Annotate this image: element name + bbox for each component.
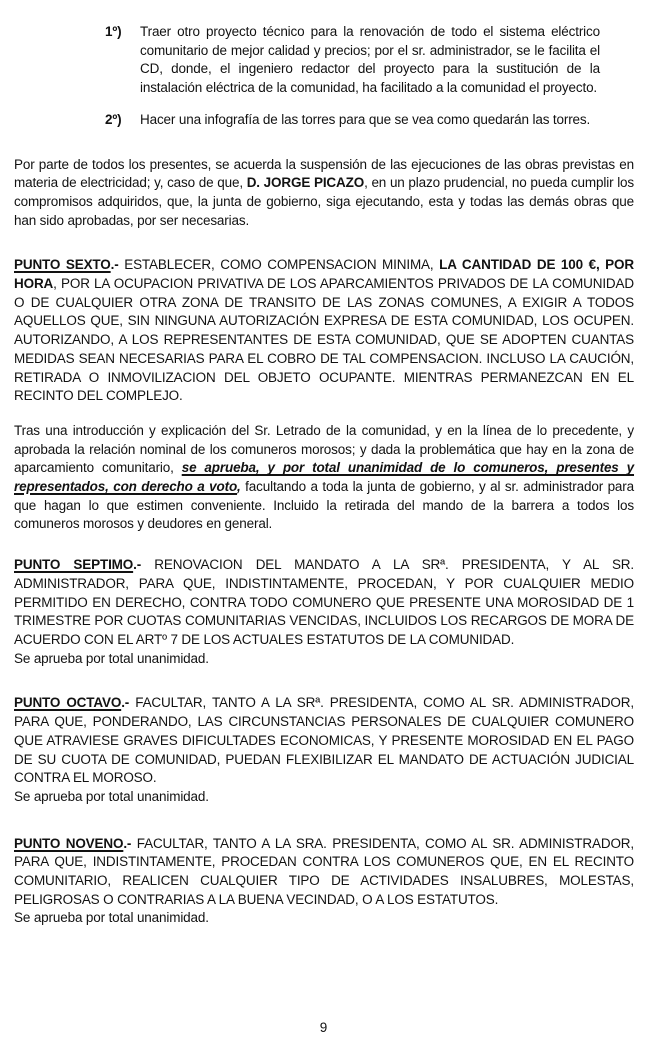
list-item-2-marker: 2º) — [105, 111, 122, 127]
list-item-1-marker: 1º) — [105, 24, 122, 39]
list-item-1 — [105, 23, 600, 98]
punto-noveno-heading: PUNTO NOVENO — [14, 835, 124, 851]
punto-sexto-body-start: ESTABLECER, COMO COMPENSACION MINIMA, — [124, 257, 440, 273]
agreement-list — [105, 23, 600, 130]
punto-sexto-separator: .- — [110, 257, 125, 273]
suspension-paragraph — [14, 156, 634, 231]
punto-octavo-paragraph — [14, 694, 634, 788]
punto-septimo-separator: .- — [133, 557, 155, 573]
punto-sexto-amount-bold: LA CANTIDAD DE 100 €, POR HORA — [14, 257, 634, 292]
list-item-2-text: Hacer una infografía de las torres para que se vea como quedarán las torres. — [140, 111, 591, 127]
approval-emphasis-comma: , — [237, 479, 241, 495]
punto-septimo-heading: PUNTO SEPTIMO — [14, 557, 134, 573]
suspension-text-after: , en un plazo prudencial, no pueda cumplir los compromisos adquiridos, que, la junta de gobierno, siga ejecutando, esta y todas las demás obras que han sido aprobadas, por ser necesarias. — [14, 175, 635, 228]
punto-septimo-paragraph — [14, 556, 634, 650]
list-item-1-text: Traer otro proyecto técnico para la renovación de todo el sistema eléctrico comunitario de mejor calidad y precios; por el sr. administrador, se le facilita el CD, donde, el ingeniero redactor del proyecto para la sustitución de la instalación eléctrica de la comunidad, ha facilitado a la comunidad el proyecto. — [140, 24, 600, 96]
punto-noveno-paragraph — [14, 835, 634, 910]
punto-noveno-approval-line: Se aprueba por total unanimidad. — [14, 910, 209, 926]
person-name-bold: D. JORGE PICAZO — [246, 175, 365, 191]
approval-summary-paragraph — [14, 422, 634, 534]
punto-octavo-body: FACULTAR, TANTO A LA SRª. PRESIDENTA, COMO AL SR. ADMINISTRADOR, PARA QUE, PONDERANDO, LAS CIRCUNSTANCIAS PERSONALES DE CUALQUIER COMUNERO QUE ATRAVIESE GRAVES DIFICULTADES ECONOMICAS, Y PRESENTE MOROSIDAD EN EL PAGO DE SU CUOTA DE COMUNIDAD, PUEDAN FLEXIBILIZAR EL MANDATO DE ACTUACIÓN JUDICIAL CONTRA EL MOROSO. — [14, 695, 634, 786]
punto-sexto-body-end: , POR LA OCUPACION PRIVATIVA DE LOS APARCAMIENTOS PRIVADOS DE LA COMUNIDAD O DE CUALQUIER OTRA ZONA DE TRANSITO DE LAS ZONAS COMUNES, A EXIGIR A TODOS AQUELLOS QUE, SIN NINGUNA AUTORIZACIÓN EXPRESA DE ESTA COMUNIDAD, LOS OCUPEN. AUTORIZANDO, A LOS REPRESENTANTES DE ESTA COMUNIDAD, QUE SE ADOPTEN CUANTAS MEDIDAS SEAN NECESARIAS PARA EL COBRO DE TAL COMPENSACION. INCLUSO LA CAUCIÓN, RETIRADA O INMOVILIZACION DEL OBJETO OCUPANTE. MIENTRAS PERMANEZCAN EN EL RECINTO DEL COMPLEJO. — [14, 276, 634, 404]
approval-emphasis-underlined: se aprueba, y por total unanimidad de lo comuneros, presentes y representados, con derecho a voto — [14, 460, 635, 495]
list-item-2 — [105, 111, 600, 130]
punto-octavo-separator: .- — [121, 695, 136, 711]
punto-septimo-body: RENOVACION DEL MANDATO A LA SRª. PRESIDENTA, Y AL SR. ADMINISTRADOR, PARA QUE, INDISTINTAMENTE, PROCEDAN, Y POR CUALQUIER MEDIO PERMITIDO EN DERECHO, CONTRA TODO COMUNERO QUE PRESENTE UNA MOROSIDAD DE 1 TRIMESTRE POR CUOTAS COMUNITARIAS VENCIDAS, INCLUIDOS LOS RECARGOS DE MORA DE ACUERDO CON EL ARTº 7 DE LOS ACTUALES ESTATUTOS DE LA COMUNIDAD. — [14, 557, 634, 647]
punto-sexto-paragraph — [14, 256, 634, 406]
suspension-text-before: Por parte de todos los presentes, se acuerda la suspensión de las ejecuciones de las obras previstas en materia de electricidad; y, caso de que, — [14, 156, 634, 191]
punto-septimo-approval-line: Se aprueba por total unanimidad. — [14, 650, 209, 666]
approval-text-before: Tras una introducción y explicación del Sr. Letrado de la comunidad, y en la línea de lo precedente, y aprobada la relación nominal de los comuneros morosos; y dada la problemática que hay en la zona de aparcamiento comunitario, — [14, 422, 634, 476]
punto-noveno-body: FACULTAR, TANTO A LA SRA. PRESIDENTA, COMO AL SR. ADMINISTRADOR, PARA QUE, INDISTINTAMENTE, PROCEDAN CONTRA LOS COMUNEROS QUE, EN EL RECINTO COMUNITARIO, REALICEN CUALQUIER TIPO DE ACTIVIDADES INSALUBRES, MOLESTAS, PELIGROSAS O CONTRARIAS A LA BUENA VECINDAD, O A LOS ESTATUTOS. — [14, 835, 634, 907]
page-number: 9 — [319, 1020, 328, 1036]
punto-octavo-heading: PUNTO OCTAVO — [14, 695, 122, 711]
punto-octavo-approval-line: Se aprueba por total unanimidad. — [14, 788, 209, 804]
approval-text-after: facultando a toda la junta de gobierno, y al sr. administrador para que hagan lo que estimen conveniente. Incluido la retirada del mando de la barrera a todos los comuneros morosos y deudores en general. — [14, 479, 634, 532]
punto-sexto-heading: PUNTO SEXTO — [14, 257, 111, 273]
punto-noveno-separator: .- — [123, 835, 137, 851]
